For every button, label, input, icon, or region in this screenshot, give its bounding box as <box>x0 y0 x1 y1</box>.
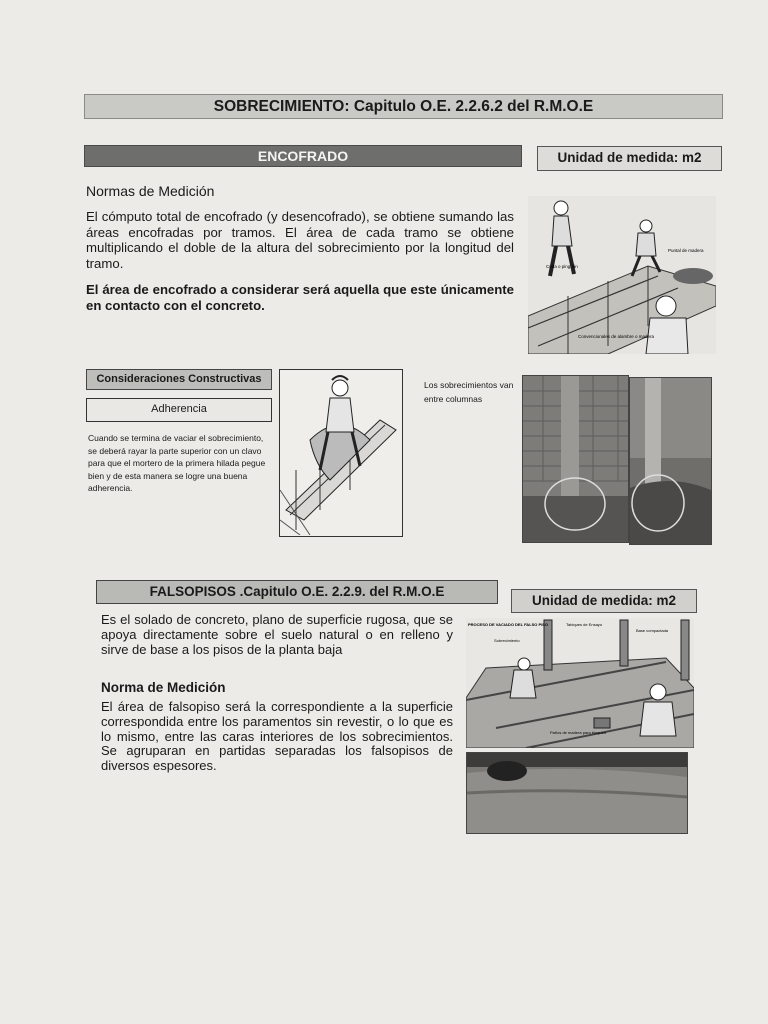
falsopiso-label-base: Base compactada <box>636 628 669 633</box>
falsopisos-title: FALSOPISOS .Capitulo O.E. 2.2.9. del R.M.O.E <box>149 584 445 599</box>
column-photo-left <box>522 375 629 543</box>
normas-heading: Normas de Medición <box>86 183 215 199</box>
adherencia-text: Cuando se termina de vaciar el sobrecimiento, se deberá rayar la parte superior con un clavo para que el mortero de la primera hilada pegue bien y de esta manera se logre una buena adherencia. <box>88 433 266 493</box>
falsopisos-paragraph-2: El área de falsopiso será la correspondiente a la superficie correspondida entre los paramentos sin revestir, o lo que es lo mismo, entre las caras interiores de los sobrecimientos. Se agruparan en partidas separadas los falsopisos de diversos espesores. <box>101 699 453 774</box>
falsopisos-unit: Unidad de medida: m2 <box>531 593 677 608</box>
consideraciones-title-bar <box>86 369 272 390</box>
columnas-caption: Los sobrecimientos van entre columnas <box>424 380 514 404</box>
adherencia-title: Adherencia <box>151 403 207 415</box>
encofrado-section-bar <box>84 145 522 167</box>
falsopiso-photo <box>466 752 688 834</box>
encofrado-section-title: ENCOFRADO <box>257 148 349 164</box>
falsopiso-drawing <box>466 618 694 748</box>
sobrecimiento-title: SOBRECIMIENTO: Capitulo O.E. 2.2.6.2 del R.M.O.E <box>213 98 594 115</box>
adherencia-illustration <box>279 369 403 537</box>
adherencia-drawing <box>280 370 401 535</box>
encofrado-unit: Unidad de medida: m2 <box>557 150 702 165</box>
falsopiso-illustration <box>466 618 694 748</box>
sobrecimiento-title-bar <box>84 94 723 119</box>
falsopiso-label-proceso: PROCESO DE VACIADO DEL FALSO PISO <box>468 622 549 627</box>
falsopisos-unit-box <box>511 589 697 613</box>
encofrado-paragraph-2: El área de encofrado a considerar será aquella que este únicamente en contacto con el concreto. <box>86 282 514 313</box>
adherencia-box <box>86 398 272 422</box>
falsopiso-photo-image <box>467 753 687 833</box>
falsopiso-label-panos: Paños de madera para bloqueo <box>550 730 607 735</box>
falsopiso-label-sobrecimiento: Sobrecimiento <box>494 638 520 643</box>
column-photo-right <box>629 377 712 545</box>
falsopisos-paragraph-1: Es el solado de concreto, plano de superficie rugosa, que se apoya directamente sobre el suelo natural o en relleno y sirve de base a los pisos de la planta baja <box>101 612 453 657</box>
consideraciones-title: Consideraciones Constructivas <box>96 373 262 385</box>
encofrado-unit-box <box>537 146 722 171</box>
falsopisos-heading: Norma de Medición <box>101 680 226 695</box>
falsopisos-title-bar <box>96 580 498 604</box>
figure-label-puntal: Puntal de madera <box>668 248 704 253</box>
encofrado-drawing <box>528 196 716 354</box>
figure-label-conv: Convencionales de alambre o madera <box>578 334 655 339</box>
encofrado-paragraph-1: El cómputo total de encofrado (y desencofrado), se obtiene sumando las áreas encofradas por tramos. El área de cada tramo se obtiene multiplicando el doble de la altura del sobrecimiento por la longitud del tramo. <box>86 209 514 271</box>
falsopiso-label-tabiques: Tabiques de Ensayo <box>566 622 603 627</box>
column-photo-right-image <box>630 378 711 544</box>
figure-label-cuna: Cuña o pinguón <box>546 264 578 269</box>
column-photo-left-image <box>523 376 628 542</box>
encofrado-illustration <box>528 196 716 354</box>
